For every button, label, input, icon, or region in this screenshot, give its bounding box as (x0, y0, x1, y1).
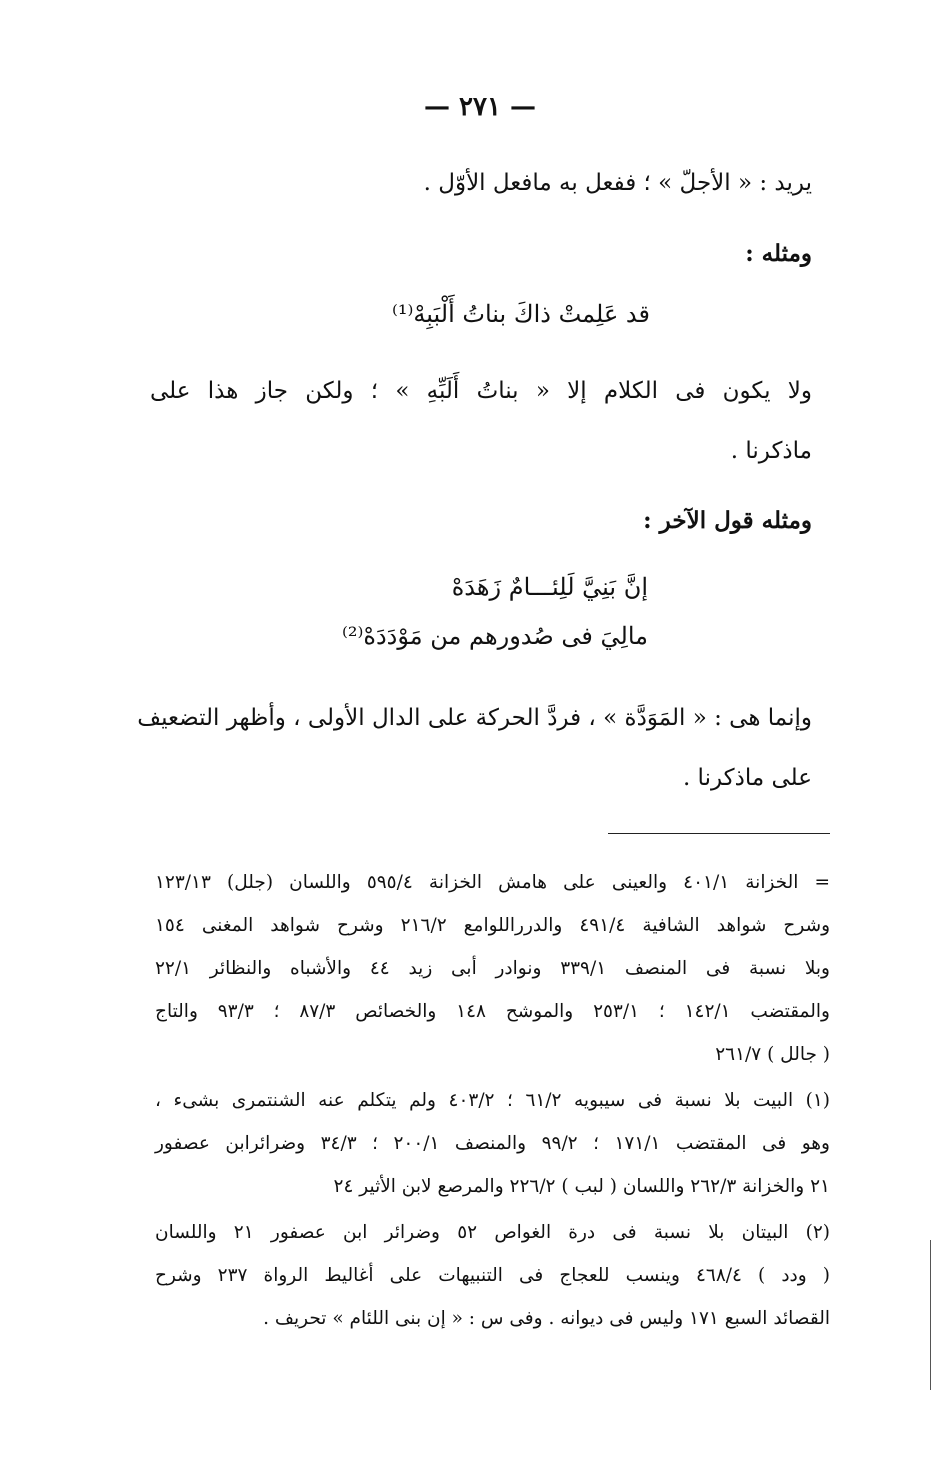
footnote-separator (608, 833, 830, 834)
verse-2-second-hemistich: مالِيَ فى صُدورهم من مَوْدَدَهْ⁽²⁾ (341, 622, 648, 650)
footnote-1-line-3: ٢١ والخزانة ٢٦٢/٣ واللسان ( لبب ) ٢٢٦/٢ والمرصع لابن الأثير ٢٤ (333, 1176, 830, 1197)
footnote-2-line-2: ( ودد ) ٤٦٨/٤ وينسب للعجاج فى التنبيهات على أغاليط الرواة ٢٣٧ وشرح (155, 1265, 831, 1286)
footnote-continued-line-2: وشرح شواهد الشافية ٤٩١/٤ والدرراللوامع ٢١٦/٢ وشرح شواهد المغنى ١٥٤ (155, 915, 831, 936)
body-line-2: ومثله : (745, 240, 812, 267)
body-line-1: يريد : « الأجلّ » ؛ ففعل به مافعل الأوّل . (423, 170, 812, 196)
body-line-7: على ماذكرنا . (682, 765, 812, 791)
body-line-5: ومثله قول الآخر : (643, 507, 812, 534)
footnote-continued-line-3: وبلا نسبة فى المنصف ٣٣٩/١ ونوادر أبى زيد ٤٤ والأشباه والنظائر ٢٢/١ (155, 958, 830, 979)
page-number: — ٢٧١ — (423, 92, 537, 122)
footnote-2-line-1: (٢) البيتان بلا نسبة فى درة الغواص ٥٢ وضرائر ابن عصفور ٢١ واللسان (155, 1222, 831, 1243)
page-edge-line (930, 1240, 931, 1390)
footnote-continued-line-1: = الخزانة ٤٠١/١ والعينى على هامش الخزانة ٥٩٥/٤ واللسان (جلل) ١٢٣/١٣ (155, 872, 830, 893)
verse-2-first-hemistich: إنَّ بَنِيَّ لَلِئـــامٌ زَهَدَهْ (451, 573, 648, 601)
footnote-1-line-1: (١) البيت بلا نسبة فى سيبويه ٦١/٢ ؛ ٤٠٣/٢ ولم يتكلم عنه الشنتمرى بشىء ، (155, 1090, 830, 1111)
footnote-continued-line-4: والمقتضب ١٤٢/١ ؛ ٢٥٣/١ والموشح ١٤٨ والخصائص ٨٧/٣ ؛ ٩٣/٣ والتاج (155, 1001, 830, 1022)
footnote-1-line-2: وهو فى المقتضب ١٧١/١ ؛ ٩٩/٢ والمنصف ٢٠٠/١ ؛ ٣٤/٣ وضرائرابن عصفور (155, 1133, 830, 1154)
body-line-4: ماذكرنا . (730, 438, 812, 464)
footnote-2-line-3: القصائد السبع ١٧١ وليس فى ديوانه . وفى س : « إن بنى اللئام » تحريف . (263, 1308, 830, 1329)
body-line-3: ولا يكون فى الكلام إلا « بناتُ أَلَبِّهِ » ؛ ولكن جاز هذا على (150, 378, 812, 404)
body-line-6: وإنما هى : « المَوَدَّة » ، فردَّ الحركة على الدال الأولى ، وأظهر التضعيف (137, 705, 812, 731)
footnote-continued-line-5: ( جالل ) ٢٦١/٧ (715, 1044, 830, 1065)
verse-1: قد عَلِمتْ ذاكَ بناتُ أَلْبَبِهْ⁽¹⁾ (391, 300, 650, 328)
